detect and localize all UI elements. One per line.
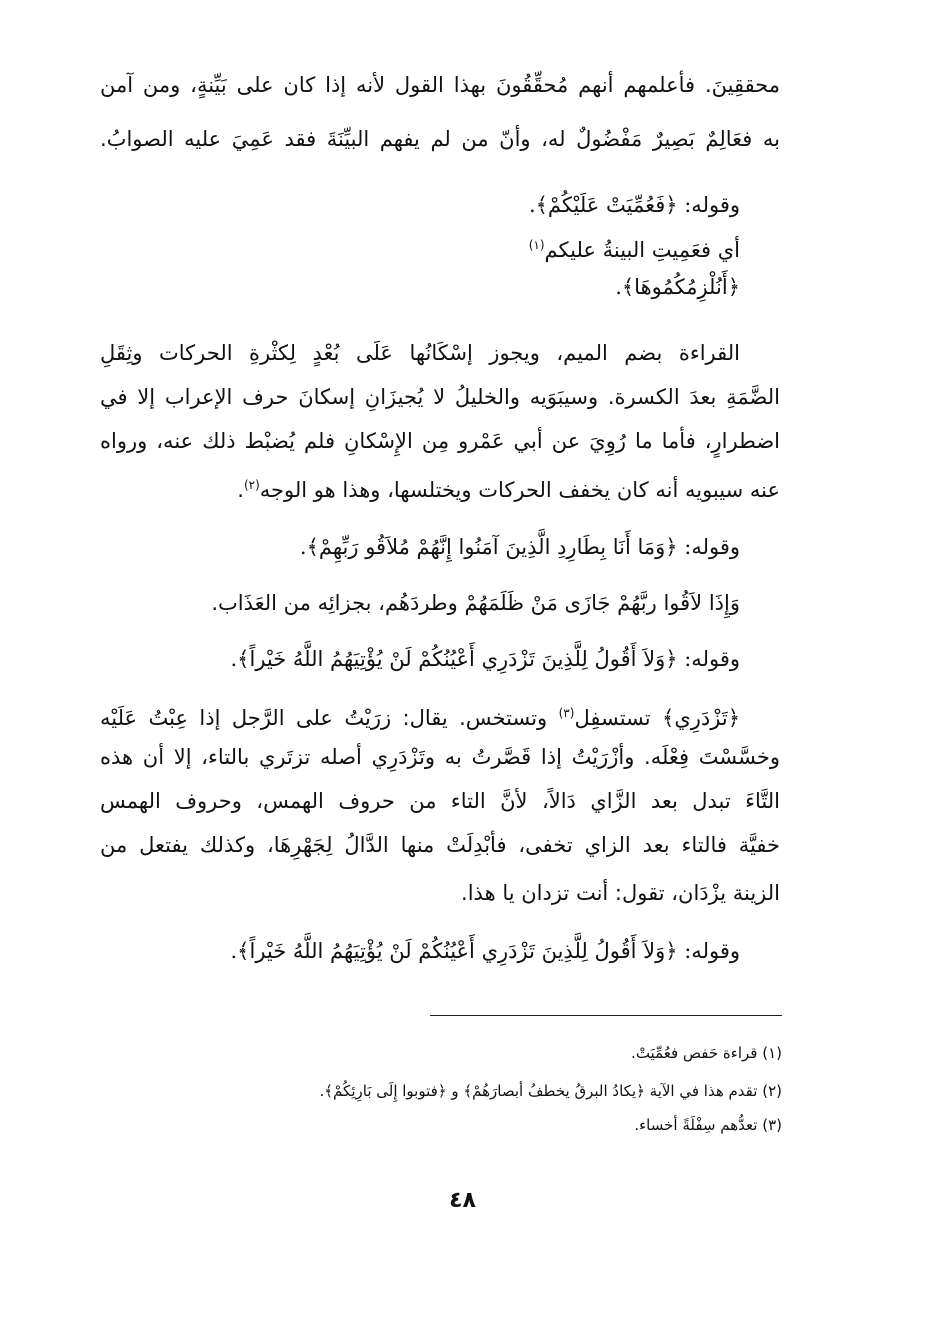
verse-line-2: ﴿أَنُلْزِمُكُمُوهَا﴾. [615,275,740,299]
footnote-ref-3: (٣) [558,706,575,720]
footnote-divider [430,1015,782,1016]
body-line-10: التَّاءَ تبدل بعد الزَّاي دَالاً، لأنَّ التاء من حروف الهمس، وحروف الهمس [100,789,780,813]
body-line-12: الزينة يزْدَان، تقول: أنت تزدان يا هذا. [461,881,780,905]
verse-line-1: وقوله: ﴿فَعُمِّيَتْ عَلَيْكُمْ﴾. [528,193,740,217]
footnote-ref-2: (٢) [243,478,260,492]
body-line-5: اضطرارٍ، فأما ما رُوِيَ عن أبي عَمْرو مِن الإِسْكانِ فلم يُضبْط ذلك عنه، ورواه [100,429,780,453]
footnote-1: (١) قراءة حَفص فعُمِّيَتْ. [631,1044,782,1062]
gloss-line [529,230,740,265]
body-line-8 [100,698,740,733]
page-number: ٤٨ [449,1188,476,1213]
body-line-4: الضَّمَةِ بعدَ الكسرة. وسيبَوَيه والخليلُ لا يُجيزَانِ إسكانَ حرف الإعراب إلا في [100,385,780,409]
body-line-6-text: عنه سيبويه أنه كان يخفف الحركات ويختلسها، وهذا هو الوجه [259,478,780,502]
body-line-7: وَإِذَا لاَقُوا ربَّهُمْ جَازَى مَنْ ظَلَمَهُمْ وطردَهُم، بجزائِه من العَذَاب. [211,591,740,615]
gloss-text: أي فعَمِيتِ البينةُ عليكم [544,238,740,262]
body-line-8-term: ﴿تَزْدَرِي﴾ تستسفِل [574,706,740,730]
body-line-6 [237,470,780,505]
body-line-2: به فعَالِمٌ بَصِيرٌ مَفْضُولٌ له، وأنّ من لم يفهم البيِّنَةَ فقد عَمِيَ عليه الصوابُ. [100,127,780,151]
footnote-ref-1: (١) [528,238,545,252]
verse-line-5: وقوله: ﴿وَلاَ أَقُولُ لِلَّذِينَ تَزْدَرِي أَعْيُنُكُمْ لَنْ يُؤْتِيَهُمُ اللَّهُ خَيْراً﴾. [230,939,740,963]
verse-line-4: وقوله: ﴿وَلاَ أَقُولُ لِلَّذِينَ تَزْدَرِي أَعْيُنُكُمْ لَنْ يُؤْتِيَهُمُ اللَّهُ خَيْراً﴾. [230,647,740,671]
body-line-1: محققِينَ. فأعلمهم أنهم مُحقِّقُونَ بهذا القول لأنه إذا كان على بَيِّنةٍ، ومن آمن [100,73,780,97]
body-line-3: القراءة بضم الميم، ويجوز إسْكَانُها عَلَى بُعْدٍ لِكثْرةِ الحركات وثِقَلِ [100,341,740,365]
body-line-9: وخسَّسْتَ فِعْلَه. وأزْرَيْتُ إذا قَصَّرتُ به وتَزْدَرِي أصله تزتَري بالتاء، إلا أن هذه [100,745,780,769]
body-line-8-text: وتستخس. يقال: زرَيْتُ على الرَّجل إذا عِبْتُ عَلَيْه [100,706,559,730]
body-line-6-period: . [237,478,244,502]
footnote-3: (٣) تعدُّهم سِفْلَةً أخساء. [634,1116,782,1134]
footnote-2: (٢) تقدم هذا في الآية ﴿يكادُ البرقُ يخطفُ أبصارَهُمْ﴾ و ﴿فتوبوا إِلَى بَارِئِكُمْ﴾. [319,1082,782,1100]
verse-line-3: وقوله: ﴿وَمَا أَنَا بِطَارِدِ الَّذِينَ آمَنُوا إِنَّهُمْ مُلاَقُو رَبِّهِمْ﴾. [299,535,740,559]
body-line-11: خفيَّة فالتاء بعد الزاي تخفى، فأبْدِلَتْ منها الدَّالُ لِجَهْرِهَا، وكذلك يفتعل من [100,833,780,857]
